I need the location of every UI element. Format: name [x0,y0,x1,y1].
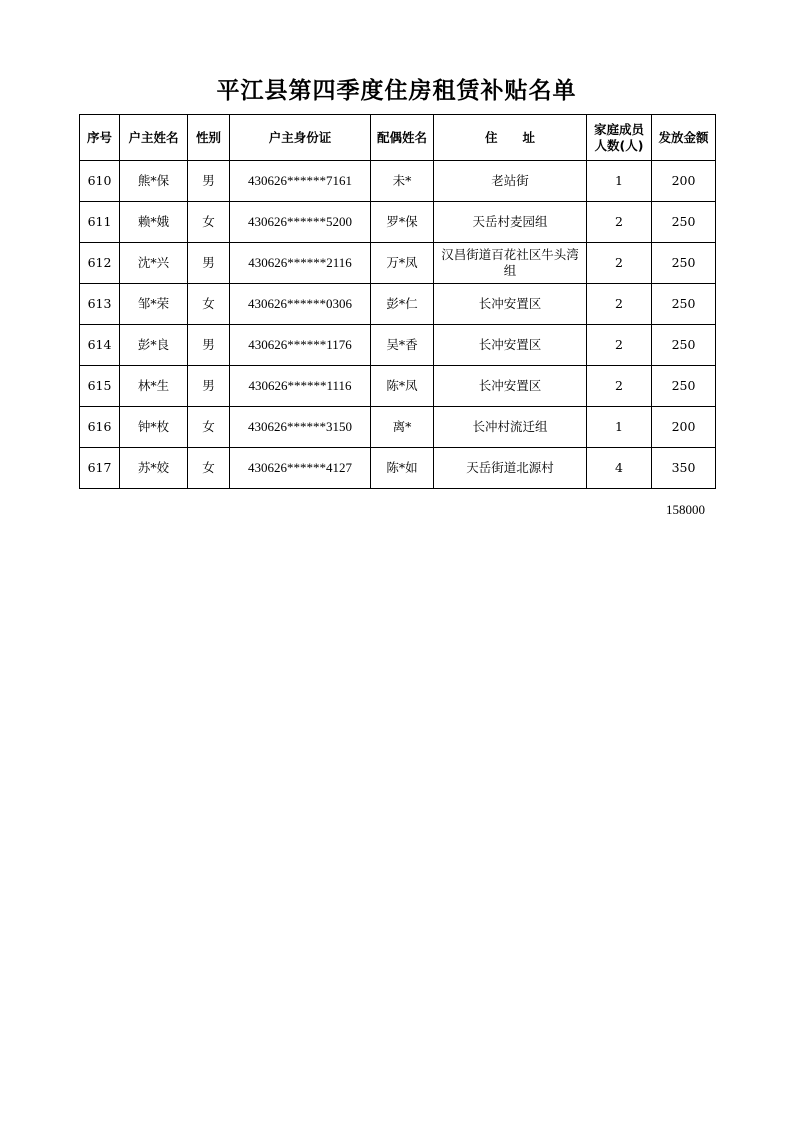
cell-family-size: 1 [587,161,652,202]
header-seq: 序号 [80,115,120,161]
cell-owner-id: 430626******7161 [230,161,371,202]
cell-amount: 250 [652,243,716,284]
cell-address: 天岳村麦园组 [434,202,587,243]
header-owner-id: 户主身份证 [230,115,371,161]
cell-amount: 200 [652,407,716,448]
cell-spouse-name: 彭*仁 [371,284,434,325]
cell-seq: 612 [80,243,120,284]
table-row [80,407,716,448]
cell-seq: 611 [80,202,120,243]
cell-seq: 616 [80,407,120,448]
cell-seq: 615 [80,366,120,407]
table-row [80,325,716,366]
cell-amount: 350 [652,448,716,489]
cell-owner-name: 钟*枚 [120,407,188,448]
cell-owner-id: 430626******2116 [230,243,371,284]
cell-amount: 250 [652,366,716,407]
page-title: 平江县第四季度住房租赁补贴名单 [216,77,577,104]
cell-address: 长冲安置区 [434,284,587,325]
cell-address: 老站街 [434,161,587,202]
cell-gender: 男 [188,325,230,366]
cell-owner-id: 430626******4127 [230,448,371,489]
cell-family-size: 2 [587,325,652,366]
cell-owner-name: 彭*良 [120,325,188,366]
cell-amount: 200 [652,161,716,202]
cell-owner-name: 沈*兴 [120,243,188,284]
cell-seq: 613 [80,284,120,325]
cell-gender: 女 [188,448,230,489]
cell-owner-id: 430626******5200 [230,202,371,243]
cell-seq: 614 [80,325,120,366]
header-family-size: 家庭成员人数(人) [587,115,652,161]
cell-owner-name: 邹*荣 [120,284,188,325]
table-row [80,161,716,202]
table-row [80,448,716,489]
cell-family-size: 2 [587,243,652,284]
cell-spouse-name: 陈*如 [371,448,434,489]
cell-gender: 女 [188,202,230,243]
cell-owner-id: 430626******1116 [230,366,371,407]
header-owner-name: 户主姓名 [120,115,188,161]
total-amount: 158000 [666,502,705,517]
cell-gender: 男 [188,243,230,284]
table-row [80,366,716,407]
cell-amount: 250 [652,202,716,243]
cell-family-size: 2 [587,202,652,243]
cell-spouse-name: 吴*香 [371,325,434,366]
cell-spouse-name: 罗*保 [371,202,434,243]
cell-spouse-name: 离* [371,407,434,448]
cell-family-size: 2 [587,284,652,325]
header-gender: 性别 [188,115,230,161]
cell-amount: 250 [652,284,716,325]
cell-owner-id: 430626******1176 [230,325,371,366]
cell-spouse-name: 未* [371,161,434,202]
cell-address: 长冲村流迁组 [434,407,587,448]
cell-owner-name: 熊*保 [120,161,188,202]
header-amount: 发放金额 [652,115,716,161]
table-row [80,202,716,243]
cell-address: 长冲安置区 [434,366,587,407]
cell-owner-name: 赖*娥 [120,202,188,243]
cell-seq: 610 [80,161,120,202]
table-header-row [80,115,716,161]
cell-owner-name: 苏*姣 [120,448,188,489]
cell-address: 汉昌街道百花社区牛头湾组 [434,243,587,284]
cell-gender: 女 [188,284,230,325]
cell-family-size: 2 [587,366,652,407]
cell-owner-id: 430626******3150 [230,407,371,448]
cell-spouse-name: 万*凤 [371,243,434,284]
header-address: 住 址 [434,115,587,161]
cell-family-size: 1 [587,407,652,448]
cell-seq: 617 [80,448,120,489]
cell-amount: 250 [652,325,716,366]
cell-gender: 男 [188,161,230,202]
subsidy-table [79,114,716,489]
header-spouse-name: 配偶姓名 [371,115,434,161]
cell-spouse-name: 陈*凤 [371,366,434,407]
cell-owner-name: 林*生 [120,366,188,407]
table-row [80,243,716,284]
cell-gender: 女 [188,407,230,448]
cell-family-size: 4 [587,448,652,489]
cell-gender: 男 [188,366,230,407]
cell-address: 天岳街道北源村 [434,448,587,489]
cell-address: 长冲安置区 [434,325,587,366]
cell-owner-id: 430626******0306 [230,284,371,325]
table-row [80,284,716,325]
